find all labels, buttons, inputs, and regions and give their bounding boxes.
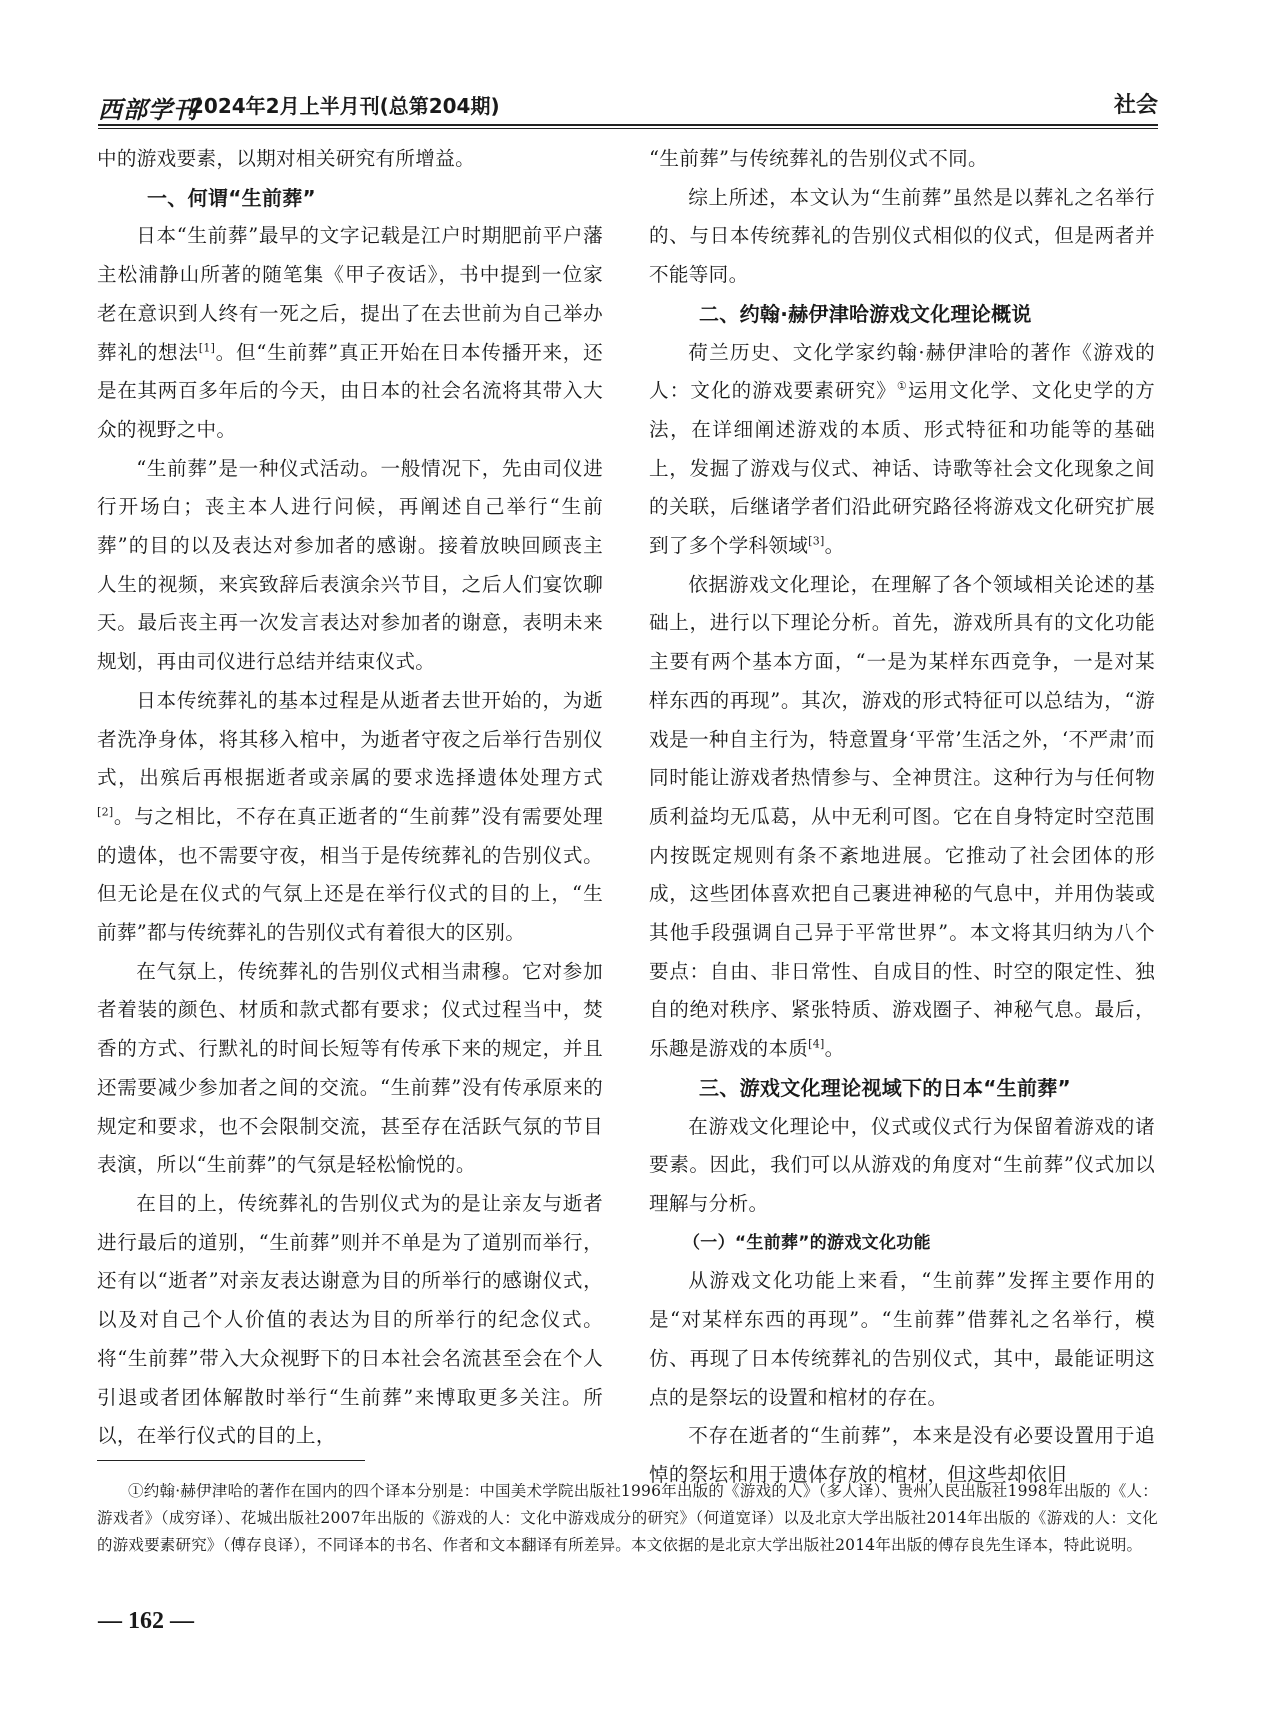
paragraph: 在目的上，传统葬礼的告别仪式为的是让亲友与逝者进行最后的道别，“生前葬”则并不单是为了道别而举行，还有以“逝者”对亲友表达谢意为目的所举行的感谢仪式，以及对自己个人价值的表达为目的所举行的纪念仪式。将“生前葬”带入大众视野下的日本社会名流甚至会在个人引退或者团体解散时举行“生前葬”来博取更多关注。所以，在举行仪式的目的上，: [97, 1191, 603, 1448]
header-rule: [98, 124, 1158, 126]
footnote: ①约翰·赫伊津哈的著作在国内的四个译本分别是：中国美术学院出版社1996年出版的《游戏的人》（多人译）、贵州人民出版社1998年出版的《人：游戏者》（成穷译）、花城出版社2007年出版的《游戏的人：文化中游戏成分的研究》（何道宽译）以及北京大学出版社2014年出版的《游戏的人：文化的游戏要素研究》（傅存良译），不同译本的书名、作者和文本翻译有所差异。本文依据的是北京大学出版社2014年出版的傅存良先生译本，特此说明。: [97, 1482, 1158, 1554]
paragraph: 日本“生前葬”最早的文字记载是江户时期肥前平户藩主松浦静山所著的随笔集《甲子夜话》，书中提到一位家老在意识到人终有一死之后，提出了在去世前为自己举办葬礼的想法[1]。但“生前葬”真正开始在日本传播开来，还是在其两百多年后的今天，由日本的社会名流将其带入大众的视野之中。: [97, 224, 603, 441]
subsection-heading: （一）“生前葬”的游戏文化功能: [683, 1232, 931, 1253]
left-column: [97, 140, 603, 1456]
citation: [2]: [97, 805, 114, 819]
paragraph: 依据游戏文化理论，在理解了各个领域相关论述的基础上，进行以下理论分析。首先，游戏所具有的文化功能主要有两个基本方面，“一是为某样东西竞争，一是对某样东西的再现”。其次，游戏的形式特征可以总结为，“游戏是一种自主行为，特意置身‘平常’生活之外，‘不严肃’而同时能让游戏者热情参与、全神贯注。这种行为与任何物质利益均无瓜葛，从中无利可图。它在自身特定时空范围内按既定规则有条不紊地进展。它推动了社会团体的形成，这些团体喜欢把自己裹进神秘的气息中，并用伪装或其他手段强调自己异于平常世界”。本文将其归纳为八个要点：自由、非日常性、自成目的性、时空的限定性、独自的绝对秩序、紧张特质、游戏圈子、神秘气息。最后，乐趣是游戏的本质[4]。: [649, 572, 1155, 1061]
journal-logo: 西部学刊: [98, 95, 198, 124]
paragraph: 不存在逝者的“生前葬”，本来是没有必要设置用于追悼的祭坛和用于遗体存放的棺材，但这些却依旧: [649, 1424, 1155, 1486]
paragraph: 综上所述，本文认为“生前葬”虽然是以葬礼之名举行的、与日本传统葬礼的告别仪式相似的仪式，但是两者并不能等同。: [649, 185, 1155, 287]
right-column: [649, 140, 1155, 1495]
section-heading: 三、游戏文化理论视域下的日本“生前葬”: [699, 1075, 1071, 1100]
footnote-rule: [97, 1460, 365, 1461]
citation: [3]: [808, 534, 825, 548]
paragraph: 日本传统葬礼的基本过程是从逝者去世开始的，为逝者洗净身体，将其移入棺中，为逝者守夜之后举行告别仪式，出殡后再根据逝者或亲属的要求选择遗体处理方式[2]。与之相比，不存在真正逝者的“生前葬”没有需要处理的遗体，也不需要守夜，相当于是传统葬礼的告别仪式。但无论是在仪式的气氛上还是在举行仪式的目的上，“生前葬”都与传统葬礼的告别仪式有着很大的区别。: [97, 688, 603, 945]
paragraph: 在气氛上，传统葬礼的告别仪式相当肃穆。它对参加者着装的颜色、材质和款式都有要求；仪式过程当中，焚香的方式、行默礼的时间长短等有传承下来的规定，并且还需要减少参加者之间的交流。“生前葬”没有传承原来的规定和要求，也不会限制交流，甚至存在活跃气氛的节目表演，所以“生前葬”的气氛是轻松愉悦的。: [97, 959, 603, 1177]
page-number: — 162 —: [98, 1608, 194, 1634]
section-label: 社会: [1113, 93, 1158, 118]
citation: [1]: [198, 340, 216, 354]
footnote-marker: ①: [896, 379, 908, 393]
paragraph: “生前葬”是一种仪式活动。一般情况下，先由司仪进行开场白；丧主本人进行问候，再阐述自己举行“生前葬”的目的以及表达对参加者的感谢。接着放映回顾丧主人生的视频，来宾致辞后表演余兴节目，之后人们宴饮聊天。最后丧主再一次发言表达对参加者的谢意，表明未来规划，再由司仪进行总结并结束仪式。: [97, 456, 603, 674]
citation: [4]: [808, 1037, 825, 1051]
running-header: [98, 86, 1158, 122]
paragraph: 荷兰历史、文化学家约翰·赫伊津哈的著作《游戏的人：文化的游戏要素研究》①运用文化学、文化史学的方法，在详细阐述游戏的本质、形式特征和功能等的基础上，发掘了游戏与仪式、神话、诗歌等社会文化现象之间的关联，后继诸学者们沿此研究路径将游戏文化研究扩展到了多个学科领域[3]。: [649, 340, 1155, 558]
paragraph: 从游戏文化功能上来看，“生前葬”发挥主要作用的是“对某样东西的再现”。“生前葬”借葬礼之名举行，模仿、再现了日本传统葬礼的告别仪式，其中，最能证明这点的是祭坛的设置和棺材的存在。: [649, 1269, 1155, 1409]
header-rule-thin: [98, 128, 1158, 129]
issue-info: 2024年2月上半月刊(总第204期): [190, 94, 500, 118]
paragraph: 中的游戏要素，以期对相关研究有所增益。: [97, 147, 475, 170]
paragraph: 在游戏文化理论中，仪式或仪式行为保留着游戏的诸要素。因此，我们可以从游戏的角度对“生前葬”仪式加以理解与分析。: [649, 1114, 1155, 1215]
section-heading: 一、何谓“生前葬”: [147, 185, 316, 210]
section-heading: 二、约翰·赫伊津哈游戏文化理论概说: [699, 301, 1032, 326]
paragraph: “生前葬”与传统葬礼的告别仪式不同。: [649, 147, 988, 170]
